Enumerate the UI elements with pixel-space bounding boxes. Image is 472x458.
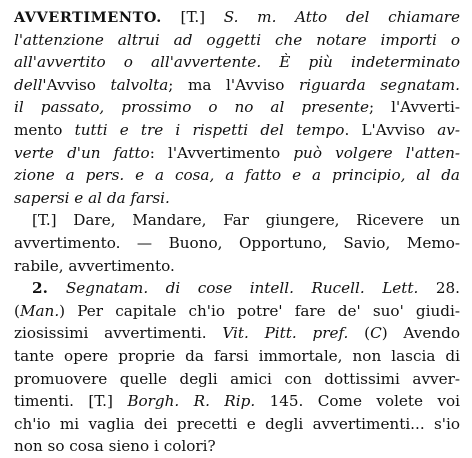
entry-text: all'avvertito o all'avvertente. È più indeterminato	[14, 53, 460, 72]
entry-text: talvolta	[110, 75, 169, 94]
entry-text: può volgere l'atten-	[293, 143, 460, 162]
entry-text: Vit. Pitt. pref.	[222, 324, 349, 343]
entry-text: mento	[14, 120, 75, 139]
dictionary-entry	[14, 6, 460, 458]
entry-text: av-	[437, 120, 460, 139]
entry-line	[14, 300, 460, 323]
headword: AVVERTIMENTO.	[14, 9, 162, 26]
entry-text: riguarda segnatam.	[298, 75, 460, 94]
entry-line	[14, 413, 460, 436]
entry-text: : l'Avvertimento	[149, 143, 294, 162]
entry-text: . L'Avviso	[344, 120, 438, 139]
entry-text: zione a pers. e a cosa, a fatto e a principio, al da	[14, 166, 460, 185]
entry-text: ; ma l'	[168, 75, 236, 94]
entry-text: il passato, prossimo o no al presente	[14, 98, 369, 117]
entry-text: tante opere proprie da farsi immortale, non lascia di	[14, 346, 460, 365]
entry-text: ; l'Avverti-	[368, 98, 460, 117]
entry-line	[14, 209, 460, 232]
entry-text: timenti. [T.]	[14, 392, 128, 411]
entry-line	[14, 142, 460, 165]
entry-line	[14, 322, 460, 345]
entry-text: [T.]	[161, 8, 224, 26]
entry-line	[14, 29, 460, 52]
entry-line	[14, 51, 460, 74]
entry-line	[14, 96, 460, 119]
entry-line	[14, 368, 460, 391]
entry-text: 28.	[418, 279, 461, 298]
entry-text: (	[14, 301, 20, 320]
entry-text: [T.] Dare, Mandare, Far giungere, Ricevere un	[32, 211, 460, 230]
entry-text: Borgh. R. Rip.	[127, 392, 256, 411]
entry-text: l'attenzione altrui ad oggetti che notare importi o	[14, 30, 460, 49]
entry-text: verte d'un fatto	[14, 143, 150, 162]
entry-text: sapersi e al da farsi.	[14, 188, 170, 207]
entry-text: ) Per capitale ch'io potre' fare de' suo' giudi-	[59, 301, 460, 320]
entry-text: Avviso	[46, 75, 111, 94]
entry-line	[14, 74, 460, 97]
entry-text: promuovere quelle degli amici con dottissimi avver-	[14, 369, 460, 388]
entry-text: non so cosa sieno i colori?	[14, 437, 216, 456]
entry-text: ) Avendo	[381, 324, 460, 343]
entry-line	[14, 164, 460, 187]
entry-text: ziosissimi avvertimenti.	[14, 324, 223, 343]
entry-text: dell'	[14, 75, 47, 94]
entry-text: (	[348, 324, 371, 343]
entry-line	[14, 232, 460, 255]
entry-text: S. m. Atto del chiamare	[223, 8, 460, 26]
entry-text: avvertimento. — Buono, Opportuno, Savio, Memo-	[14, 233, 460, 252]
entry-line	[14, 390, 460, 413]
entry-text: 145. Come volete voi	[255, 392, 461, 411]
entry-text: ch'io mi vaglia dei precetti e degli avvertimenti... s'io	[14, 414, 460, 433]
entry-line	[14, 119, 460, 142]
entry-text: Avviso	[235, 75, 299, 94]
entry-line	[14, 255, 460, 278]
entry-text: Segnatam. di cose intell. Rucell. Lett.	[65, 279, 419, 298]
entry-text: tutti e tre i rispetti del tempo	[74, 120, 345, 139]
entry-line	[14, 6, 460, 29]
entry-line	[14, 345, 460, 368]
entry-text: Man.	[19, 301, 60, 320]
entry-line	[14, 277, 460, 300]
entry-text: rabile, avvertimento.	[14, 256, 175, 275]
entry-text: 2.	[32, 279, 66, 298]
entry-text: C	[370, 324, 382, 343]
entry-line	[14, 187, 460, 210]
